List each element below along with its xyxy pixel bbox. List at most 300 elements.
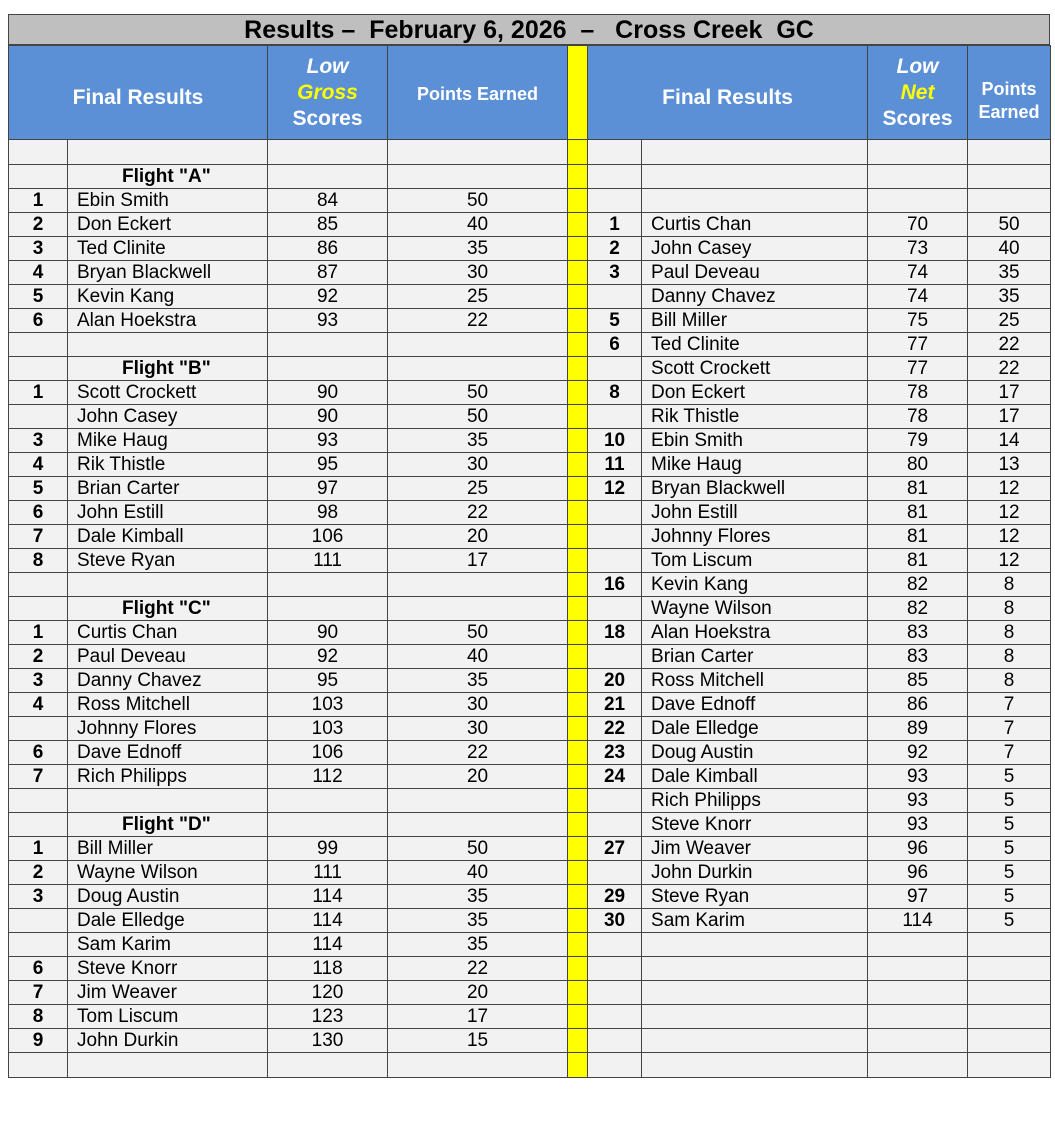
- gross-score: [268, 597, 388, 621]
- table-row: [9, 717, 1051, 741]
- right-points: [968, 1005, 1051, 1029]
- left-player-name: Ross Mitchell: [68, 693, 268, 717]
- left-rank: [9, 789, 68, 813]
- right-rank: 20: [588, 669, 642, 693]
- left-player-name: Dale Kimball: [68, 525, 268, 549]
- left-rank: 5: [9, 477, 68, 501]
- left-player-name: Curtis Chan: [68, 621, 268, 645]
- right-points: 17: [968, 405, 1051, 429]
- left-player-name: Tom Liscum: [68, 1005, 268, 1029]
- right-rank: 22: [588, 717, 642, 741]
- right-points: 12: [968, 525, 1051, 549]
- left-rank: [9, 165, 68, 189]
- column-divider: [568, 333, 588, 357]
- gross-score: 93: [268, 309, 388, 333]
- left-points: [388, 165, 568, 189]
- gross-score: [268, 357, 388, 381]
- right-rank: 5: [588, 309, 642, 333]
- table-row: [9, 477, 1051, 501]
- table-row: [9, 405, 1051, 429]
- left-points: 22: [388, 957, 568, 981]
- left-points: 25: [388, 285, 568, 309]
- left-points: [388, 140, 568, 165]
- left-rank: 2: [9, 213, 68, 237]
- left-rank: [9, 909, 68, 933]
- right-points: 8: [968, 597, 1051, 621]
- left-rank: [9, 1053, 68, 1078]
- net-scores-label: Scores: [882, 106, 953, 130]
- gross-score: 103: [268, 717, 388, 741]
- net-score: 89: [868, 717, 968, 741]
- right-points: [968, 1029, 1051, 1053]
- results-body: [9, 46, 1051, 1078]
- left-rank: 2: [9, 861, 68, 885]
- column-divider: [568, 573, 588, 597]
- gross-score: 123: [268, 1005, 388, 1029]
- right-player-name: Dale Elledge: [642, 717, 868, 741]
- gross-score: 112: [268, 765, 388, 789]
- net-score: 92: [868, 741, 968, 765]
- left-rank: 1: [9, 621, 68, 645]
- right-rank: 29: [588, 885, 642, 909]
- gross-score: 118: [268, 957, 388, 981]
- table-row: [9, 1029, 1051, 1053]
- left-rank: 3: [9, 885, 68, 909]
- left-final-results-header: Final Results: [9, 46, 268, 140]
- left-points: 40: [388, 213, 568, 237]
- column-divider: [568, 741, 588, 765]
- right-player-name: Bill Miller: [642, 309, 868, 333]
- right-rank: 11: [588, 453, 642, 477]
- right-rank: 23: [588, 741, 642, 765]
- left-rank: 7: [9, 981, 68, 1005]
- right-rank: 8: [588, 381, 642, 405]
- net-score: 73: [868, 237, 968, 261]
- right-player-name: Steve Ryan: [642, 885, 868, 909]
- left-rank: [9, 405, 68, 429]
- net-score: [868, 1005, 968, 1029]
- right-rank: [588, 525, 642, 549]
- right-points: [968, 140, 1051, 165]
- net-score: 79: [868, 429, 968, 453]
- table-row: [9, 837, 1051, 861]
- left-points: 30: [388, 261, 568, 285]
- net-score: 81: [868, 525, 968, 549]
- right-points: [968, 981, 1051, 1005]
- right-player-name: Doug Austin: [642, 741, 868, 765]
- right-rank: [588, 189, 642, 213]
- right-points: 8: [968, 621, 1051, 645]
- left-points: [388, 789, 568, 813]
- left-rank: 6: [9, 501, 68, 525]
- left-rank: 2: [9, 645, 68, 669]
- right-player-name: [642, 1029, 868, 1053]
- left-player-name: Paul Deveau: [68, 645, 268, 669]
- right-rank: 1: [588, 213, 642, 237]
- left-player-name: Don Eckert: [68, 213, 268, 237]
- left-player-name: Dave Ednoff: [68, 741, 268, 765]
- table-row: [9, 645, 1051, 669]
- left-rank: 1: [9, 189, 68, 213]
- right-rank: 24: [588, 765, 642, 789]
- left-points: 35: [388, 933, 568, 957]
- left-rank: [9, 333, 68, 357]
- gross-score: 97: [268, 477, 388, 501]
- left-rank: 7: [9, 525, 68, 549]
- net-score: 77: [868, 333, 968, 357]
- right-player-name: Don Eckert: [642, 381, 868, 405]
- left-rank: 1: [9, 837, 68, 861]
- net-score: [868, 933, 968, 957]
- table-row: [9, 237, 1051, 261]
- left-points: 50: [388, 621, 568, 645]
- left-rank: 8: [9, 549, 68, 573]
- column-divider: [568, 1053, 588, 1078]
- column-divider: [568, 933, 588, 957]
- right-rank: [588, 549, 642, 573]
- column-divider: [568, 1005, 588, 1029]
- left-player-name: Scott Crockett: [68, 381, 268, 405]
- right-points-label-2: Earned: [978, 101, 1040, 122]
- gross-word-label: Gross: [297, 80, 358, 104]
- right-points: 8: [968, 645, 1051, 669]
- table-row: [9, 1053, 1051, 1078]
- left-player-name: Danny Chavez: [68, 669, 268, 693]
- net-score: [868, 981, 968, 1005]
- left-player-name: Brian Carter: [68, 477, 268, 501]
- net-score: 83: [868, 621, 968, 645]
- right-rank: [588, 140, 642, 165]
- left-points: 25: [388, 477, 568, 501]
- table-row: [9, 429, 1051, 453]
- left-player-name: [68, 1053, 268, 1078]
- gross-score: 90: [268, 405, 388, 429]
- table-row: [9, 213, 1051, 237]
- right-player-name: [642, 140, 868, 165]
- left-points: 35: [388, 669, 568, 693]
- gross-score: [268, 140, 388, 165]
- net-score: 114: [868, 909, 968, 933]
- left-points: [388, 597, 568, 621]
- right-rank: [588, 645, 642, 669]
- left-player-name: Sam Karim: [68, 933, 268, 957]
- right-points: 50: [968, 213, 1051, 237]
- right-player-name: [642, 1053, 868, 1078]
- column-divider: [568, 885, 588, 909]
- left-rank: 4: [9, 261, 68, 285]
- flight-label: Flight "B": [68, 357, 268, 381]
- right-rank: 6: [588, 333, 642, 357]
- column-divider: [568, 837, 588, 861]
- right-points: 8: [968, 669, 1051, 693]
- left-player-name: Bill Miller: [68, 837, 268, 861]
- column-divider: [568, 381, 588, 405]
- gross-score: 111: [268, 549, 388, 573]
- left-rank: [9, 597, 68, 621]
- gross-score: 85: [268, 213, 388, 237]
- right-points: 14: [968, 429, 1051, 453]
- table-row: [9, 741, 1051, 765]
- column-divider: [568, 909, 588, 933]
- net-score: [868, 140, 968, 165]
- table-row: [9, 885, 1051, 909]
- left-rank: 3: [9, 237, 68, 261]
- right-player-name: Tom Liscum: [642, 549, 868, 573]
- left-player-name: John Estill: [68, 501, 268, 525]
- left-points: 17: [388, 549, 568, 573]
- left-points: [388, 813, 568, 837]
- net-score: 97: [868, 885, 968, 909]
- left-points: 35: [388, 885, 568, 909]
- left-player-name: [68, 333, 268, 357]
- net-score: 77: [868, 357, 968, 381]
- right-player-name: Alan Hoekstra: [642, 621, 868, 645]
- net-score: [868, 1053, 968, 1078]
- right-player-name: Sam Karim: [642, 909, 868, 933]
- right-points: 13: [968, 453, 1051, 477]
- left-points: 35: [388, 429, 568, 453]
- gross-score: [268, 573, 388, 597]
- left-rank: [9, 140, 68, 165]
- column-divider: [568, 165, 588, 189]
- right-player-name: Dale Kimball: [642, 765, 868, 789]
- column-divider: [568, 645, 588, 669]
- left-rank: 4: [9, 453, 68, 477]
- column-divider: [568, 237, 588, 261]
- low-net-header: [868, 46, 968, 140]
- results-sheet: [8, 14, 1050, 1078]
- low-gross-header: [268, 46, 388, 140]
- gross-score: [268, 1053, 388, 1078]
- column-divider: [568, 789, 588, 813]
- right-rank: [588, 861, 642, 885]
- net-score: [868, 957, 968, 981]
- gross-score: 92: [268, 285, 388, 309]
- right-points: 35: [968, 261, 1051, 285]
- net-score: 81: [868, 501, 968, 525]
- right-points: 5: [968, 909, 1051, 933]
- left-points: 20: [388, 765, 568, 789]
- left-points: 30: [388, 717, 568, 741]
- left-rank: 6: [9, 309, 68, 333]
- left-rank: [9, 933, 68, 957]
- table-row: [9, 333, 1051, 357]
- table-row: [9, 861, 1051, 885]
- right-rank: [588, 501, 642, 525]
- column-divider: [568, 261, 588, 285]
- right-player-name: John Durkin: [642, 861, 868, 885]
- net-score: 82: [868, 573, 968, 597]
- right-player-name: Rich Philipps: [642, 789, 868, 813]
- right-points: 8: [968, 573, 1051, 597]
- right-points: 40: [968, 237, 1051, 261]
- right-player-name: Kevin Kang: [642, 573, 868, 597]
- column-divider: [568, 453, 588, 477]
- left-points: [388, 573, 568, 597]
- table-row: [9, 140, 1051, 165]
- right-player-name: Ross Mitchell: [642, 669, 868, 693]
- gross-score: 106: [268, 525, 388, 549]
- left-points: [388, 333, 568, 357]
- right-points: [968, 957, 1051, 981]
- right-player-name: John Estill: [642, 501, 868, 525]
- table-row: [9, 549, 1051, 573]
- net-score: 83: [868, 645, 968, 669]
- table-row: [9, 933, 1051, 957]
- left-player-name: Steve Knorr: [68, 957, 268, 981]
- table-row: [9, 261, 1051, 285]
- left-rank: [9, 813, 68, 837]
- table-row: [9, 957, 1051, 981]
- table-row: [9, 981, 1051, 1005]
- table-row: [9, 525, 1051, 549]
- left-points: 22: [388, 741, 568, 765]
- results-table: [8, 45, 1051, 1078]
- left-player-name: John Durkin: [68, 1029, 268, 1053]
- left-player-name: Alan Hoekstra: [68, 309, 268, 333]
- gross-scores-label: Scores: [292, 106, 363, 130]
- right-player-name: Jim Weaver: [642, 837, 868, 861]
- net-score: 74: [868, 261, 968, 285]
- right-points: 7: [968, 693, 1051, 717]
- table-row: [9, 813, 1051, 837]
- left-player-name: [68, 140, 268, 165]
- table-row: [9, 765, 1051, 789]
- column-divider: [568, 140, 588, 165]
- left-points: 22: [388, 309, 568, 333]
- gross-score: 111: [268, 861, 388, 885]
- right-points-header: [968, 46, 1051, 140]
- right-player-name: Steve Knorr: [642, 813, 868, 837]
- table-row: [9, 501, 1051, 525]
- flight-label: Flight "D": [68, 813, 268, 837]
- net-score: 96: [868, 861, 968, 885]
- right-player-name: Rik Thistle: [642, 405, 868, 429]
- right-rank: [588, 981, 642, 1005]
- right-player-name: Dave Ednoff: [642, 693, 868, 717]
- right-player-name: John Casey: [642, 237, 868, 261]
- right-points: 5: [968, 789, 1051, 813]
- right-rank: 16: [588, 573, 642, 597]
- right-points: 5: [968, 813, 1051, 837]
- gross-score: 92: [268, 645, 388, 669]
- left-player-name: Rich Philipps: [68, 765, 268, 789]
- right-points: 5: [968, 837, 1051, 861]
- left-player-name: Mike Haug: [68, 429, 268, 453]
- right-player-name: [642, 957, 868, 981]
- net-score: 93: [868, 765, 968, 789]
- net-score: 75: [868, 309, 968, 333]
- right-points: [968, 189, 1051, 213]
- right-rank: [588, 597, 642, 621]
- table-row: [9, 189, 1051, 213]
- table-row: [9, 669, 1051, 693]
- gross-score: 95: [268, 453, 388, 477]
- right-rank: 3: [588, 261, 642, 285]
- gross-score: 114: [268, 933, 388, 957]
- left-points: 20: [388, 525, 568, 549]
- net-score: [868, 165, 968, 189]
- gross-score: 93: [268, 429, 388, 453]
- right-points: 35: [968, 285, 1051, 309]
- table-row: [9, 573, 1051, 597]
- left-player-name: Ted Clinite: [68, 237, 268, 261]
- left-rank: 4: [9, 693, 68, 717]
- right-final-results-header: Final Results: [588, 46, 868, 140]
- right-points: 7: [968, 717, 1051, 741]
- right-rank: 18: [588, 621, 642, 645]
- left-points: 15: [388, 1029, 568, 1053]
- right-points: [968, 933, 1051, 957]
- right-rank: [588, 1005, 642, 1029]
- column-divider: [568, 981, 588, 1005]
- right-player-name: Danny Chavez: [642, 285, 868, 309]
- left-points: 20: [388, 981, 568, 1005]
- column-divider: [568, 813, 588, 837]
- left-points: 40: [388, 645, 568, 669]
- right-points-label-1: Points: [981, 78, 1037, 99]
- left-points: 35: [388, 909, 568, 933]
- left-player-name: [68, 789, 268, 813]
- right-rank: [588, 933, 642, 957]
- table-row: [9, 597, 1051, 621]
- left-points: 50: [388, 381, 568, 405]
- left-points-header: Points Earned: [388, 46, 568, 140]
- right-player-name: [642, 981, 868, 1005]
- header-row: [9, 46, 1051, 140]
- left-points: 30: [388, 693, 568, 717]
- gross-score: 120: [268, 981, 388, 1005]
- right-rank: [588, 357, 642, 381]
- column-divider: [568, 549, 588, 573]
- right-points: 22: [968, 357, 1051, 381]
- net-score: [868, 189, 968, 213]
- column-divider: [568, 669, 588, 693]
- column-divider: [568, 525, 588, 549]
- column-divider: [568, 357, 588, 381]
- column-divider: [568, 477, 588, 501]
- gross-score: 130: [268, 1029, 388, 1053]
- net-low-label: Low: [896, 54, 939, 78]
- table-row: [9, 381, 1051, 405]
- left-player-name: Johnny Flores: [68, 717, 268, 741]
- left-player-name: Dale Elledge: [68, 909, 268, 933]
- right-points: 12: [968, 501, 1051, 525]
- right-points: 5: [968, 765, 1051, 789]
- right-rank: [588, 1053, 642, 1078]
- right-points: [968, 165, 1051, 189]
- gross-score: 90: [268, 621, 388, 645]
- left-rank: [9, 573, 68, 597]
- gross-score: 103: [268, 693, 388, 717]
- table-row: [9, 357, 1051, 381]
- left-rank: 3: [9, 669, 68, 693]
- right-rank: 30: [588, 909, 642, 933]
- left-rank: 6: [9, 741, 68, 765]
- column-divider: [568, 285, 588, 309]
- column-divider: [568, 501, 588, 525]
- gross-score: [268, 813, 388, 837]
- gross-score: 90: [268, 381, 388, 405]
- net-score: 96: [868, 837, 968, 861]
- column-divider: [568, 213, 588, 237]
- left-rank: 7: [9, 765, 68, 789]
- gross-score: 84: [268, 189, 388, 213]
- column-divider: [568, 597, 588, 621]
- left-player-name: Rik Thistle: [68, 453, 268, 477]
- right-player-name: Ted Clinite: [642, 333, 868, 357]
- gross-score: 98: [268, 501, 388, 525]
